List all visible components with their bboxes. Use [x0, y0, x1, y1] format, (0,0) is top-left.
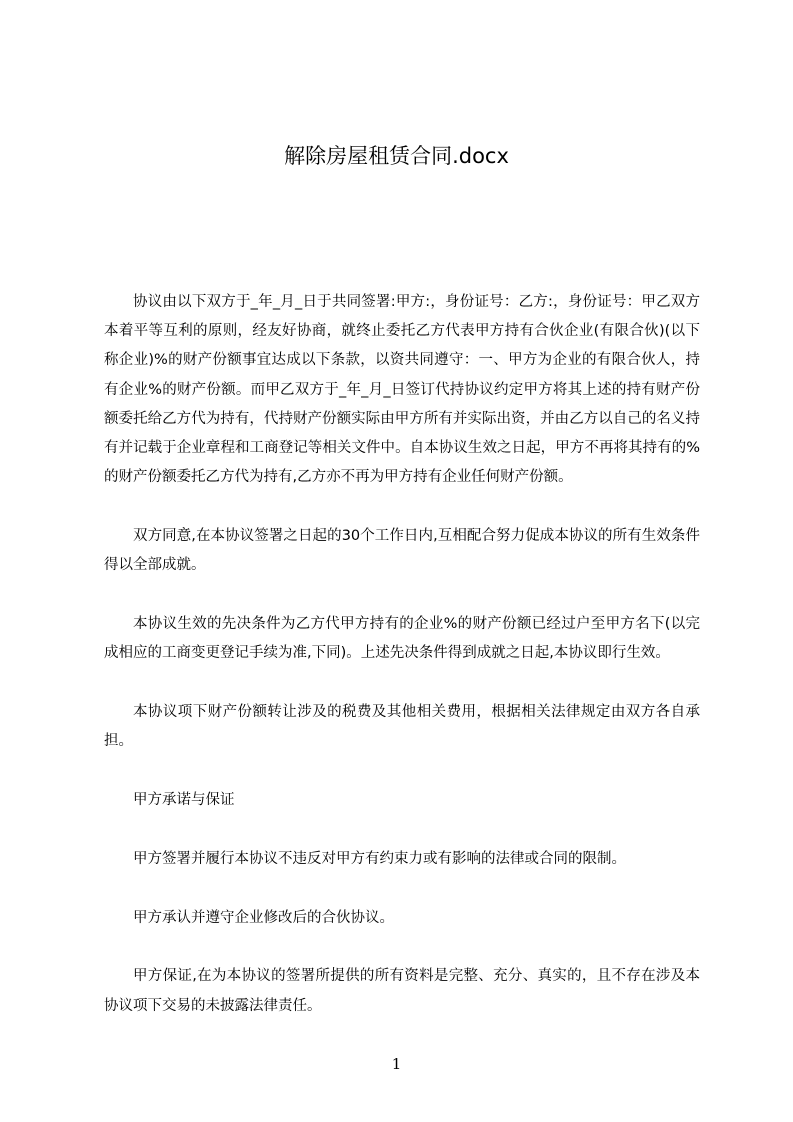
paragraph-partnership-agreement: 甲方承认并遵守企业修改后的合伙协议。	[133, 909, 394, 926]
paragraph-agreement-intro: 协议由以下双方于_年_月_日于共同签署:甲方:，身份证号：乙方:，身份证号：甲乙双方本着平等互利的原则，经友好协商，就终止委托乙方代表甲方持有合伙企业(有限合伙)(以下称企业)%的财产份额事宜达成以下条款，以资共同遵守：一、甲方为企业的有限合伙人，持有企业%的财产份额。而甲乙双方于_年_月_日签订代持协议约定甲方将其上述的持有财产份额委托给乙方代为持有，代持财产份额实际由甲方所有并实际出资，并由乙方以自己的名义持有并记载于企业章程和工商登记等相关文件中。自本协议生效之日起，甲方不再将其持有的%的财产份额委托乙方代为持有,乙方亦不再为甲方持有企业任何财产份额。	[104, 294, 700, 486]
paragraph-no-violation: 甲方签署并履行本协议不违反对甲方有约束力或有影响的法律或合同的限制。	[133, 850, 626, 867]
paragraph-disclosure: 甲方保证,在为本协议的签署所提供的所有资料是完整、充分、真实的，且不存在涉及本协议项下交易的未披露法律责任。	[104, 968, 700, 1014]
paragraph-precondition: 本协议生效的先决条件为乙方代甲方持有的企业%的财产份额已经过户至甲方名下(以完成相应的工商变更登记手续为准,下同)。上述先决条件得到成就之日起,本协议即行生效。	[104, 616, 700, 662]
paragraph-taxes: 本协议项下财产份额转让涉及的税费及其他相关费用，根据相关法律规定由双方各自承担。	[104, 704, 700, 750]
paragraph-heading-warranties: 甲方承诺与保证	[133, 792, 235, 809]
page-number: 1	[391, 1055, 402, 1073]
document-body	[104, 288, 700, 1021]
document-title: 解除房屋租赁合同.docx	[284, 144, 509, 168]
paragraph-cooperation: 双方同意,在本协议签署之日起的30个工作日内,互相配合努力促成本协议的所有生效条件得以全部成就。	[104, 528, 700, 574]
